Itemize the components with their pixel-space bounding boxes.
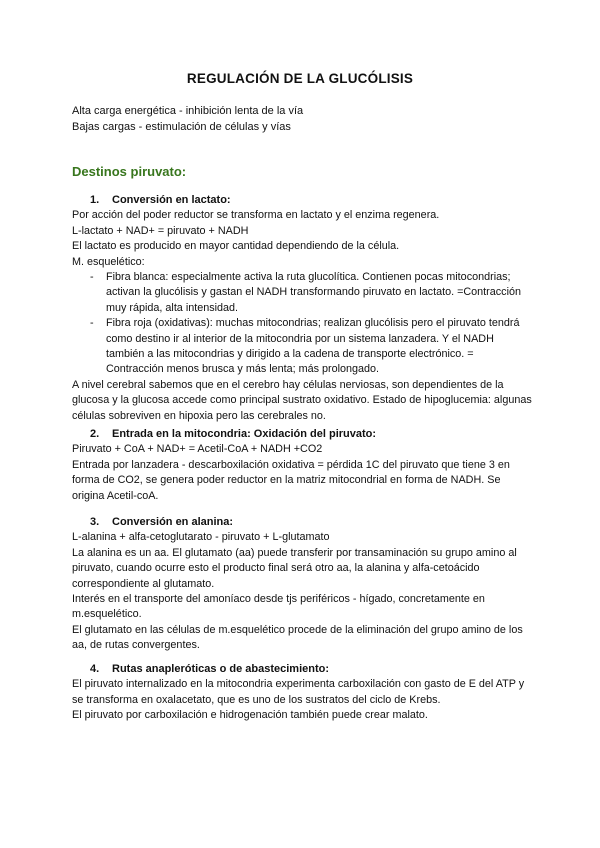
equation: L-lactato + NAD+ = piruvato + NADH	[72, 224, 249, 237]
section-title: Entrada en la mitocondria: Oxidación del piruvato:	[112, 428, 377, 440]
paragraph: M. esquelético:	[72, 255, 145, 268]
section-mitocondria	[72, 427, 534, 504]
paragraph: El piruvato internalizado en la mitocondria experimenta carboxilación con gasto de E del ATP y se transforma en oxalacetato, que es uno de los sustratos del ciclo de Krebs.	[72, 678, 525, 706]
section-number: 4.	[90, 663, 100, 675]
paragraph: Por acción del poder reductor se transforma en lactato y el enzima regenera.	[72, 209, 440, 222]
section-number: 3.	[90, 516, 100, 528]
intro-line: Bajas cargas - estimulación de células y vías	[72, 121, 291, 133]
paragraph: El lactato es producido en mayor cantidad dependiendo de la célula.	[72, 240, 400, 253]
section-title: Conversión en alanina:	[112, 516, 234, 528]
section-lactato	[72, 193, 534, 424]
equation: L-alanina + alfa-cetoglutarato - piruvato + L-glutamato	[72, 531, 330, 544]
section-title: Rutas anapleróticas o de abastecimiento:	[112, 663, 330, 675]
paragraph: Interés en el transporte del amoníaco desde tjs periféricos - hígado, concretamente en m.esquelético.	[72, 593, 485, 621]
paragraph: A nivel cerebral sabemos que en el cerebro hay células nerviosas, son dependientes de la glucosa y la glucosa accede como principal sustrato oxidativo. Estado de hipoglucemia: algunas células sobreviven en hipoxia pero las cerebrales no.	[72, 378, 532, 422]
paragraph: Entrada por lanzadera - descarboxilación oxidativa = pérdida 1C del piruvato que tiene 3 en forma de CO2, se genera poder reductor en la matriz mitocondrial en forma de NADH. Se origina Acetil-coA.	[72, 458, 510, 502]
section-heading	[90, 515, 534, 530]
list-item: - Fibra blanca: especialmente activa la ruta glucolítica. Contienen pocas mitocondrias; activan la glucólisis y gastan el NADH transformando piruvato en lactato. =Contracción muy rápida, alta intensidad.	[72, 270, 534, 316]
section-number: 1.	[90, 194, 100, 206]
section-heading	[90, 193, 534, 208]
section-heading	[90, 662, 534, 677]
paragraph: El piruvato por carboxilación e hidrogenación también puede crear malato.	[72, 709, 428, 722]
paragraph: El glutamato en las células de m.esquelético procede de la eliminación del grupo amino de los aa, de rutas convergentes.	[72, 623, 523, 652]
intro-block	[72, 103, 303, 135]
section-alanina	[72, 515, 534, 654]
destinos-heading: Destinos piruvato:	[72, 164, 187, 179]
fiber-list	[72, 270, 534, 378]
section-title: Conversión en lactato:	[112, 194, 231, 206]
intro-line: Alta carga energética - inhibición lenta de la vía	[72, 105, 304, 117]
section-heading	[90, 427, 534, 442]
section-anapleroticas	[72, 662, 534, 724]
paragraph: La alanina es un aa. El glutamato (aa) puede transferir por transaminación su grupo amino al piruvato, cuando ocurre esto el producto final será otro aa, la alanina y alfa-cetoácido correspondiente al glutamato.	[72, 546, 517, 590]
equation: Piruvato + CoA + NAD+ = Acetil-CoA + NADH +CO2	[72, 443, 323, 456]
page-title: REGULACIÓN DE LA GLUCÓLISIS	[186, 71, 414, 86]
section-number: 2.	[90, 428, 100, 440]
list-item: - Fibra roja (oxidativas): muchas mitocondrias; realizan glucólisis pero el piruvato tendrá como destino ir al interior de la mitocondria por un sistema lanzadera. Y el NADH también a las mitocondrias y dirigido a la cadena de transporte electrónico. = Contracción menos brusca y más lenta; más prolongado.	[72, 316, 534, 378]
